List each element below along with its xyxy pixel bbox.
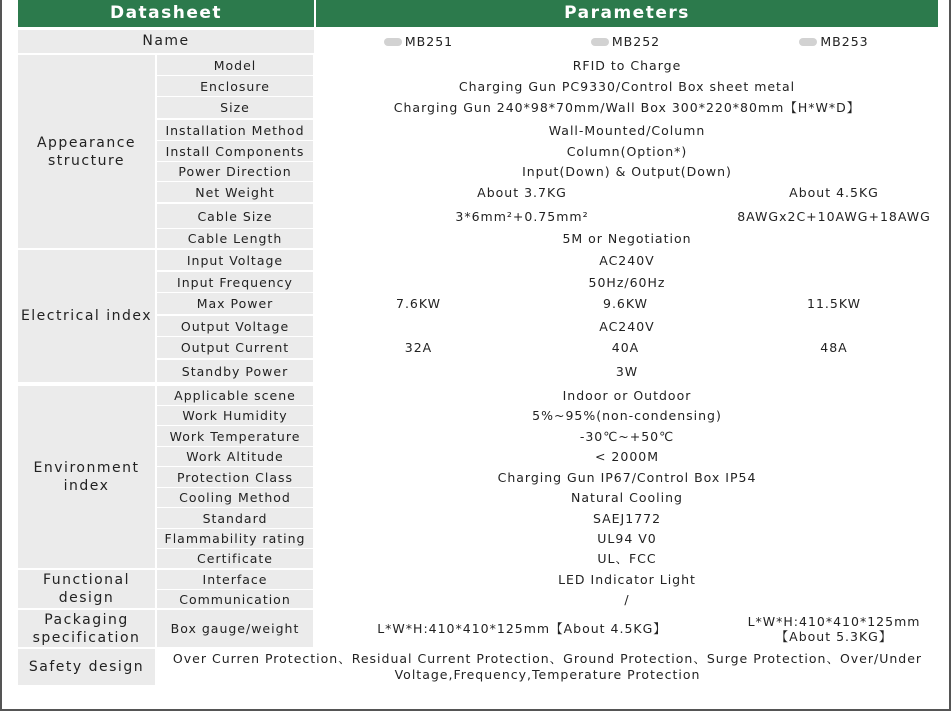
net-weight-label: Net Weight bbox=[157, 182, 313, 202]
page-frame-left bbox=[0, 0, 2, 711]
model-label: Model bbox=[157, 55, 313, 75]
communication-value: / bbox=[316, 590, 938, 608]
parameters-header: Parameters bbox=[316, 0, 938, 27]
charger-model-icon bbox=[384, 38, 402, 46]
protection-label: Protection Class bbox=[157, 467, 313, 487]
power-direction-label: Power Direction bbox=[157, 162, 313, 181]
certificate-value: UL、FCC bbox=[316, 549, 938, 568]
input-frequency-value: 50Hz/60Hz bbox=[316, 272, 938, 292]
input-voltage-label: Input Voltage bbox=[157, 250, 313, 270]
datasheet-table bbox=[18, 0, 938, 690]
humidity-value: 5%~95%(non-condensing) bbox=[316, 406, 938, 425]
cable-length-label: Cable Length bbox=[157, 229, 313, 248]
size-value: Charging Gun 240*98*70mm/Wall Box 300*220*80mm【H*W*D】 bbox=[316, 97, 938, 118]
enclosure-value: Charging Gun PC9330/Control Box sheet metal bbox=[316, 76, 938, 96]
max-power-value: 9.6KW bbox=[523, 293, 728, 314]
model-name: MB253 bbox=[820, 34, 869, 49]
max-power-label: Max Power bbox=[157, 293, 313, 314]
components-value: Column(Option*) bbox=[316, 141, 938, 161]
charger-model-icon bbox=[591, 38, 609, 46]
temperature-value: -30℃~+50℃ bbox=[316, 426, 938, 446]
cooling-value: Natural Cooling bbox=[316, 488, 938, 507]
protection-value: Charging Gun IP67/Control Box IP54 bbox=[316, 467, 938, 487]
box-value-a: L*W*H:410*410*125mm【About 4.5KG】 bbox=[316, 610, 728, 647]
cable-length-value: 5M or Negotiation bbox=[316, 229, 938, 248]
flammability-label: Flammability rating bbox=[157, 529, 313, 548]
altitude-value: < 2000M bbox=[316, 447, 938, 466]
communication-label: Communication bbox=[157, 590, 313, 608]
category-environment: Environment index bbox=[18, 386, 155, 568]
power-direction-value: Input(Down) & Output(Down) bbox=[316, 162, 938, 181]
temperature-label: Work Temperature bbox=[157, 426, 313, 446]
max-power-value: 7.6KW bbox=[316, 293, 521, 314]
interface-value: LED Indicator Light bbox=[316, 570, 938, 589]
safety-value: Over Curren Protection、Residual Current Protection、Ground Protection、Surge Protection、Over/Under Voltage,Frequency,Temperature Protection bbox=[157, 649, 938, 685]
net-weight-value-a: About 3.7KG bbox=[316, 182, 728, 202]
output-voltage-value: AC240V bbox=[316, 316, 938, 336]
category-electrical: Electrical index bbox=[18, 250, 155, 382]
output-current-label: Output Current bbox=[157, 337, 313, 358]
standby-power-value: 3W bbox=[316, 360, 938, 382]
cooling-label: Cooling Method bbox=[157, 488, 313, 507]
enclosure-label: Enclosure bbox=[157, 76, 313, 96]
output-current-value: 40A bbox=[523, 337, 728, 358]
scene-value: Indoor or Outdoor bbox=[316, 386, 938, 405]
max-power-value: 11.5KW bbox=[730, 293, 938, 314]
certificate-label: Certificate bbox=[157, 549, 313, 568]
standby-power-label: Standby Power bbox=[157, 360, 313, 382]
charger-model-icon bbox=[799, 38, 817, 46]
input-voltage-value: AC240V bbox=[316, 250, 938, 270]
output-current-value: 48A bbox=[730, 337, 938, 358]
input-frequency-label: Input Frequency bbox=[157, 272, 313, 292]
standard-label: Standard bbox=[157, 508, 313, 528]
standard-value: SAEJ1772 bbox=[316, 508, 938, 528]
output-current-value: 32A bbox=[316, 337, 521, 358]
model-name-cell bbox=[730, 30, 938, 53]
page-frame-right bbox=[949, 0, 951, 711]
category-functional: Functional design bbox=[18, 570, 155, 608]
interface-label: Interface bbox=[157, 570, 313, 589]
category-appearance: Appearance structure bbox=[18, 55, 155, 248]
size-label: Size bbox=[157, 97, 313, 118]
flammability-value: UL94 V0 bbox=[316, 529, 938, 548]
category-safety: Safety design bbox=[18, 649, 155, 685]
model-name: MB252 bbox=[611, 34, 661, 49]
cable-size-label: Cable Size bbox=[157, 204, 313, 228]
category-packaging: Packaging specification bbox=[18, 610, 155, 647]
datasheet-header: Datasheet bbox=[18, 0, 314, 27]
box-value-b: L*W*H:410*410*125mm 【About 5.3KG】 bbox=[730, 610, 938, 647]
cable-size-value-a: 3*6mm²+0.75mm² bbox=[316, 204, 728, 228]
humidity-label: Work Humidity bbox=[157, 406, 313, 425]
components-label: Install Components bbox=[157, 141, 313, 161]
net-weight-value-b: About 4.5KG bbox=[730, 182, 938, 202]
altitude-label: Work Altitude bbox=[157, 447, 313, 466]
model-name: MB251 bbox=[404, 34, 454, 49]
model-name-cell bbox=[523, 30, 728, 53]
name-label: Name bbox=[18, 30, 314, 53]
output-voltage-label: Output Voltage bbox=[157, 316, 313, 336]
model-value: RFID to Charge bbox=[316, 55, 938, 75]
box-label: Box gauge/weight bbox=[157, 610, 313, 647]
model-name-cell bbox=[316, 30, 521, 53]
installation-label: Installation Method bbox=[157, 120, 313, 140]
cable-size-value-b: 8AWGx2C+10AWG+18AWG bbox=[730, 204, 938, 228]
scene-label: Applicable scene bbox=[157, 386, 313, 405]
installation-value: Wall-Mounted/Column bbox=[316, 120, 938, 140]
